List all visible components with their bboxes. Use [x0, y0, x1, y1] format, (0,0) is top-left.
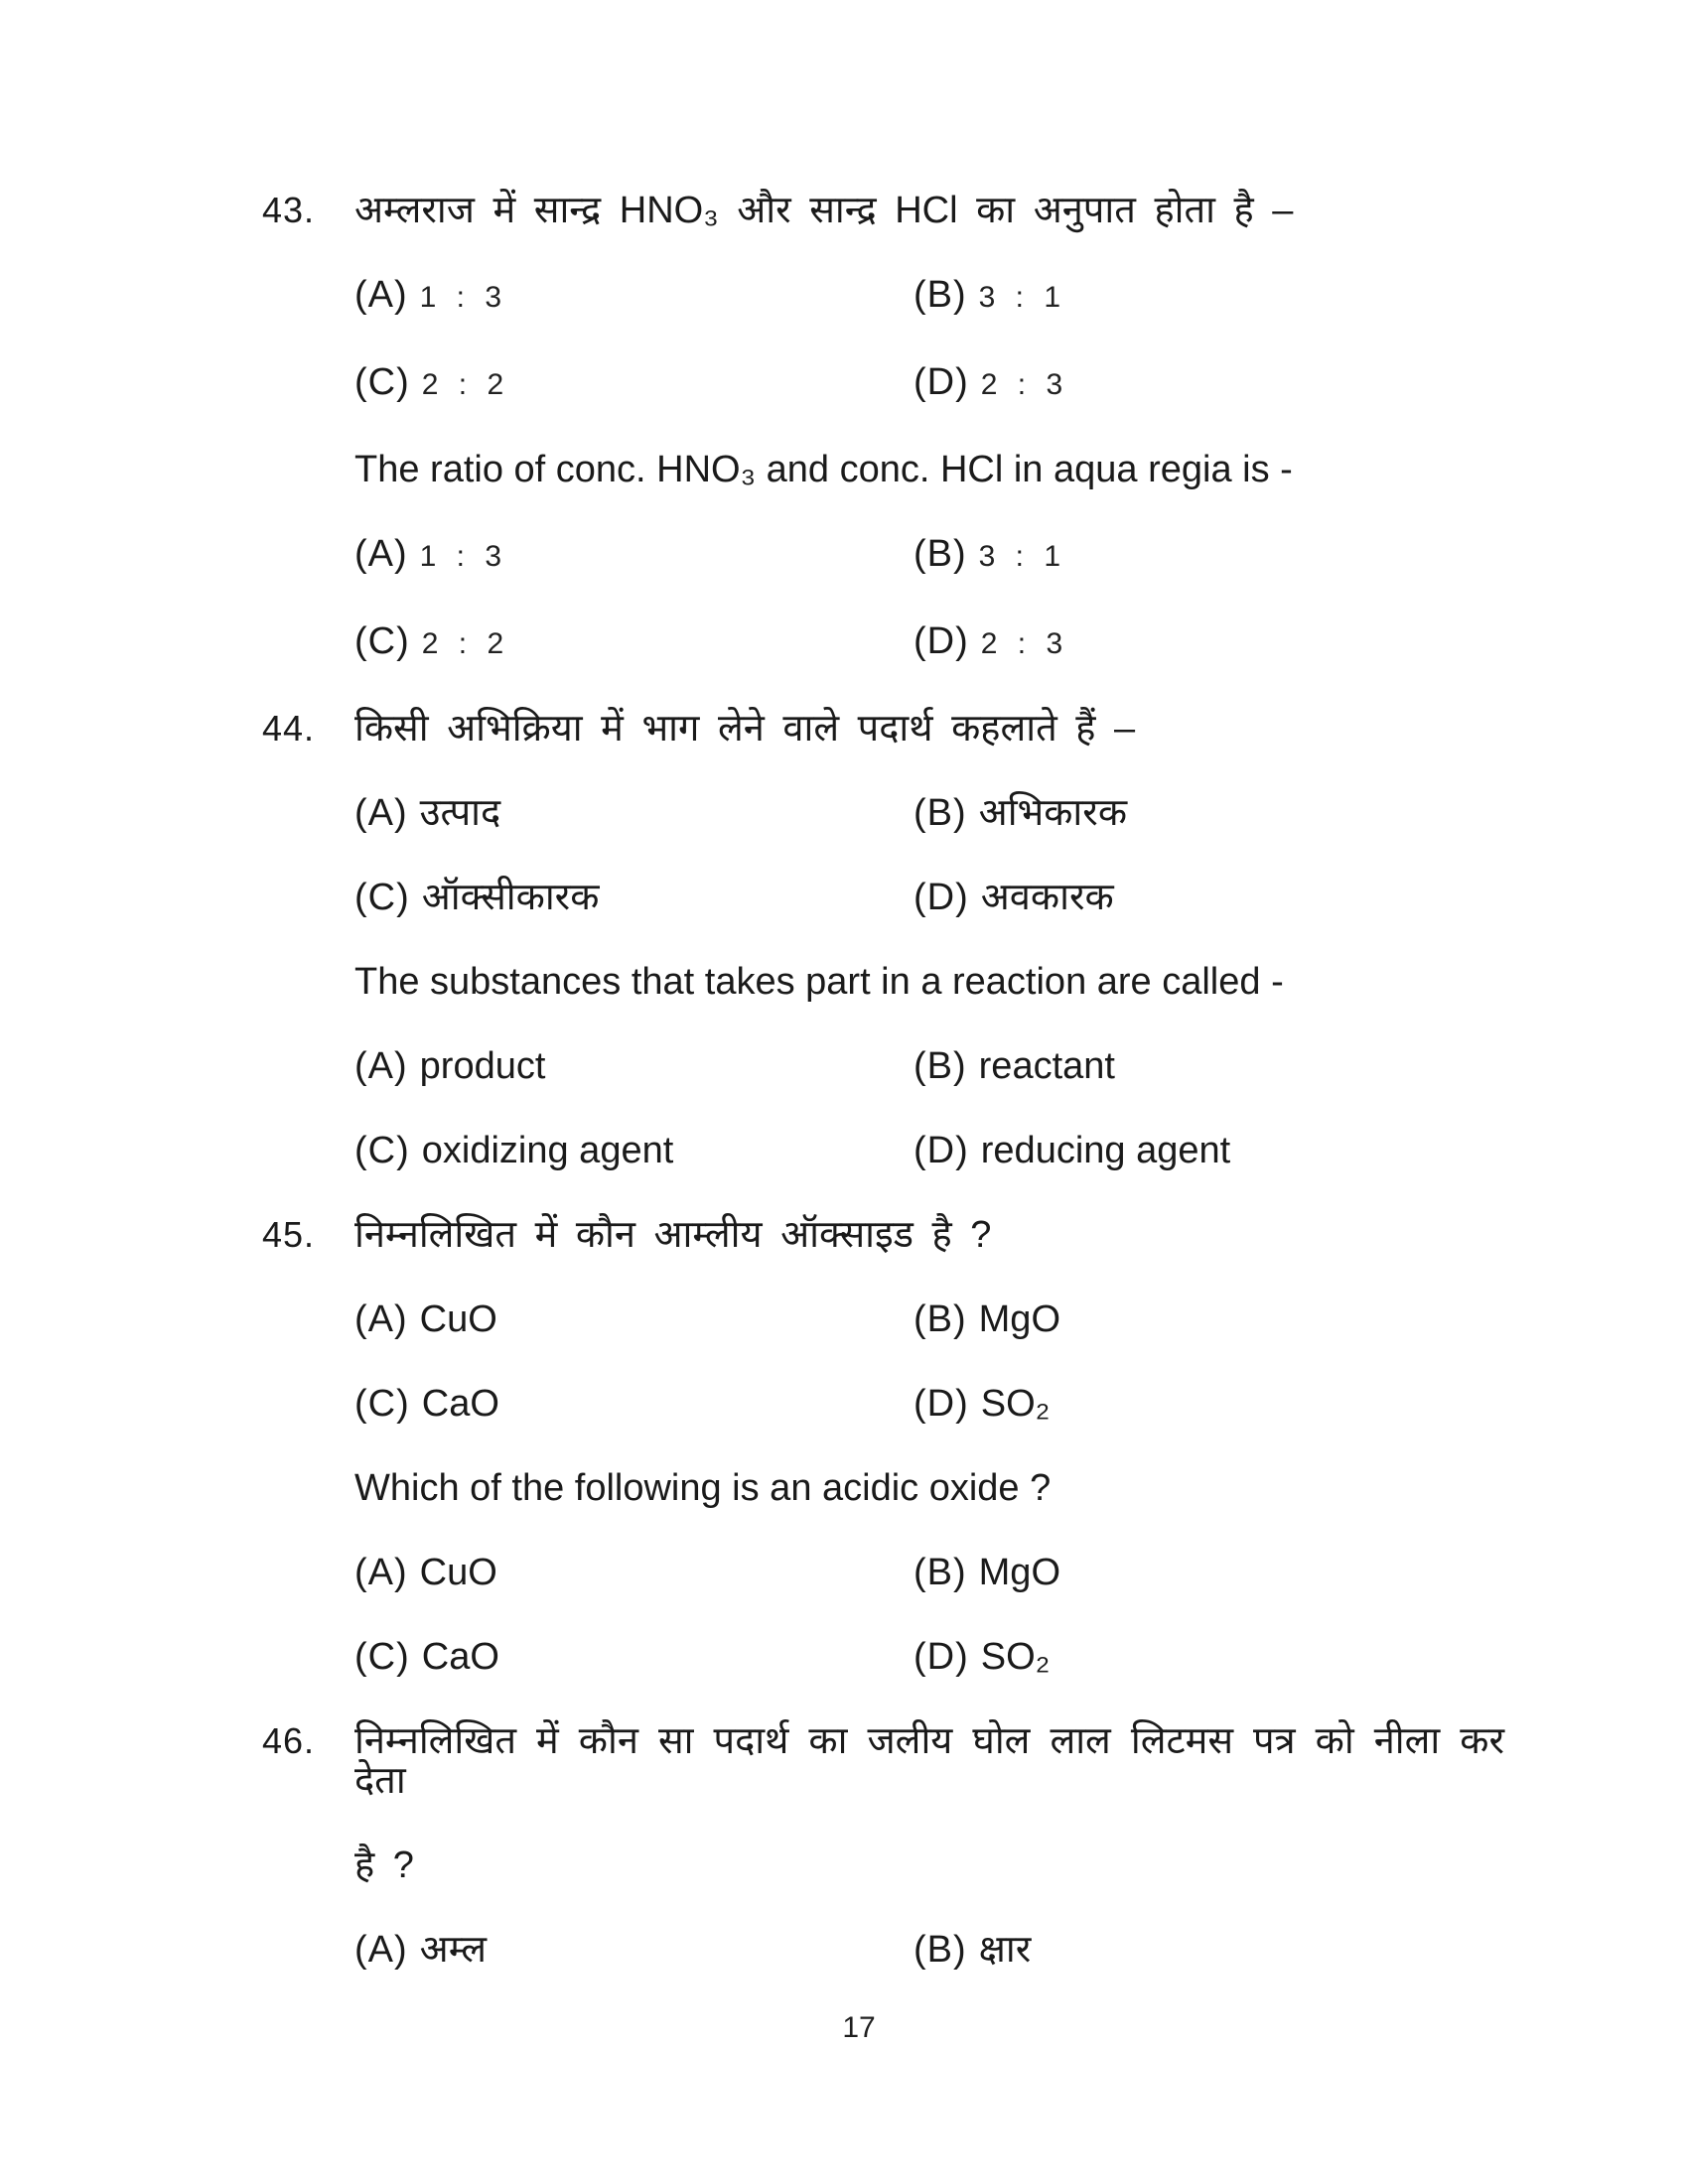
option-label: (B): [914, 274, 967, 316]
option-label: (D): [914, 361, 969, 403]
option-label: (A): [354, 1929, 408, 1971]
options-row: [354, 362, 1504, 405]
option-b: [914, 275, 1504, 318]
option-label: (C): [354, 877, 410, 918]
option-label: (B): [914, 1298, 967, 1340]
option-b: [914, 1299, 1504, 1339]
option-label: (A): [354, 533, 408, 575]
option-d: [914, 621, 1504, 664]
question-number: 44.: [262, 708, 316, 749]
option-b: [914, 1046, 1504, 1086]
options-row: [354, 621, 1504, 664]
question-45: [262, 1215, 1504, 1677]
option-label: (D): [914, 1636, 969, 1678]
option-d: [914, 1384, 1504, 1424]
options-row: [354, 1384, 1504, 1424]
question-43-hindi-line: [262, 191, 1504, 230]
option-value: SO₂: [980, 1636, 1051, 1678]
option-a: [354, 1930, 914, 1970]
option-label: (A): [354, 1552, 408, 1593]
option-label: (C): [354, 1383, 410, 1425]
option-label: (C): [354, 1636, 410, 1678]
option-value: उत्पाद: [419, 792, 501, 834]
question-44-hindi-line: [262, 709, 1504, 749]
question-text-hindi-continued: है ?: [354, 1844, 414, 1886]
option-value: SO₂: [980, 1383, 1051, 1425]
question-text-english: The ratio of conc. HNO₃ and conc. HCl in aqua regia is -: [354, 449, 1293, 490]
option-c: [354, 1384, 914, 1424]
option-d: [914, 1131, 1504, 1170]
question-43: [262, 191, 1504, 664]
option-label: (D): [914, 1383, 969, 1425]
option-label: (C): [354, 1130, 410, 1171]
option-label: (B): [914, 792, 967, 834]
question-number: 45.: [262, 1214, 316, 1255]
option-value: MgO: [978, 1298, 1061, 1340]
options-row: [354, 1299, 1504, 1339]
option-d: [914, 878, 1504, 917]
option-label: (A): [354, 1298, 408, 1340]
question-text-hindi: निम्नलिखित में कौन सा पदार्थ का जलीय घोल लाल लिटमस पत्र को नीला कर देता: [354, 1720, 1504, 1802]
option-label: (C): [354, 620, 410, 662]
page-number: 17: [842, 2011, 876, 2044]
options-row: [354, 1553, 1504, 1592]
option-value: CaO: [421, 1383, 499, 1425]
question-44: [262, 709, 1504, 1170]
option-value: अभिकारक: [978, 792, 1127, 834]
option-a: [354, 1046, 914, 1086]
question-number: 43.: [262, 190, 316, 230]
questions-area: [262, 191, 1504, 2014]
option-value: 3 : 1: [978, 281, 1061, 314]
option-c: [354, 362, 914, 405]
options-row: [354, 878, 1504, 917]
options-row: [354, 1046, 1504, 1086]
option-label: (B): [914, 1929, 967, 1971]
option-value: reducing agent: [980, 1130, 1231, 1171]
option-d: [914, 1637, 1504, 1677]
option-label: (D): [914, 620, 969, 662]
question-46-hindi-line-2: [354, 1845, 1504, 1885]
option-d: [914, 362, 1504, 405]
option-value: oxidizing agent: [421, 1130, 674, 1171]
option-value: अम्ल: [419, 1929, 487, 1971]
option-a: [354, 275, 914, 318]
question-text-hindi: अम्लराज में सान्द्र HNO₃ और सान्द्र HCl का अनुपात होता है –: [354, 190, 1294, 231]
option-label: (D): [914, 877, 969, 918]
options-row: [354, 534, 1504, 577]
option-value: 2 : 2: [421, 627, 504, 660]
option-label: (A): [354, 792, 408, 834]
option-value: MgO: [978, 1552, 1061, 1593]
option-label: (A): [354, 274, 408, 316]
option-label: (A): [354, 1045, 408, 1087]
options-row: [354, 1930, 1504, 1970]
option-value: 1 : 3: [419, 281, 502, 314]
question-text-english: Which of the following is an acidic oxide ?: [354, 1467, 1052, 1509]
option-b: [914, 1553, 1504, 1592]
question-45-english-line: [354, 1468, 1504, 1508]
question-46-hindi-line-1: [262, 1721, 1504, 1801]
option-label: (D): [914, 1130, 969, 1171]
option-value: CuO: [419, 1298, 497, 1340]
option-value: 2 : 3: [980, 627, 1063, 660]
question-46: [262, 1721, 1504, 1970]
options-row: [354, 1131, 1504, 1170]
option-a: [354, 534, 914, 577]
options-row: [354, 1637, 1504, 1677]
option-value: product: [419, 1045, 546, 1087]
options-row: [354, 793, 1504, 833]
option-value: reactant: [978, 1045, 1115, 1087]
option-b: [914, 793, 1504, 833]
option-label: (C): [354, 361, 410, 403]
option-b: [914, 534, 1504, 577]
option-a: [354, 1553, 914, 1592]
option-a: [354, 793, 914, 833]
option-value: 1 : 3: [419, 540, 502, 573]
option-c: [354, 1131, 914, 1170]
options-row: [354, 275, 1504, 318]
question-text-english: The substances that takes part in a reaction are called -: [354, 961, 1284, 1003]
option-label: (B): [914, 1045, 967, 1087]
option-value: 2 : 3: [980, 368, 1063, 401]
question-text-hindi: किसी अभिक्रिया में भाग लेने वाले पदार्थ कहलाते हैं –: [354, 708, 1136, 750]
option-value: 2 : 2: [421, 368, 504, 401]
option-c: [354, 621, 914, 664]
question-43-english-line: [354, 450, 1504, 489]
question-number: 46.: [262, 1720, 316, 1761]
question-44-english-line: [354, 962, 1504, 1002]
option-value: CaO: [421, 1636, 499, 1678]
option-value: ऑक्सीकारक: [421, 877, 600, 918]
question-text-hindi: निम्नलिखित में कौन आम्लीय ऑक्साइड है ?: [354, 1214, 992, 1256]
option-value: CuO: [419, 1552, 497, 1593]
option-b: [914, 1930, 1504, 1970]
option-c: [354, 878, 914, 917]
question-45-hindi-line: [262, 1215, 1504, 1255]
option-value: अवकारक: [980, 877, 1114, 918]
option-label: (B): [914, 1552, 967, 1593]
option-c: [354, 1637, 914, 1677]
option-value: 3 : 1: [978, 540, 1061, 573]
option-a: [354, 1299, 914, 1339]
option-label: (B): [914, 533, 967, 575]
option-value: क्षार: [978, 1929, 1032, 1971]
